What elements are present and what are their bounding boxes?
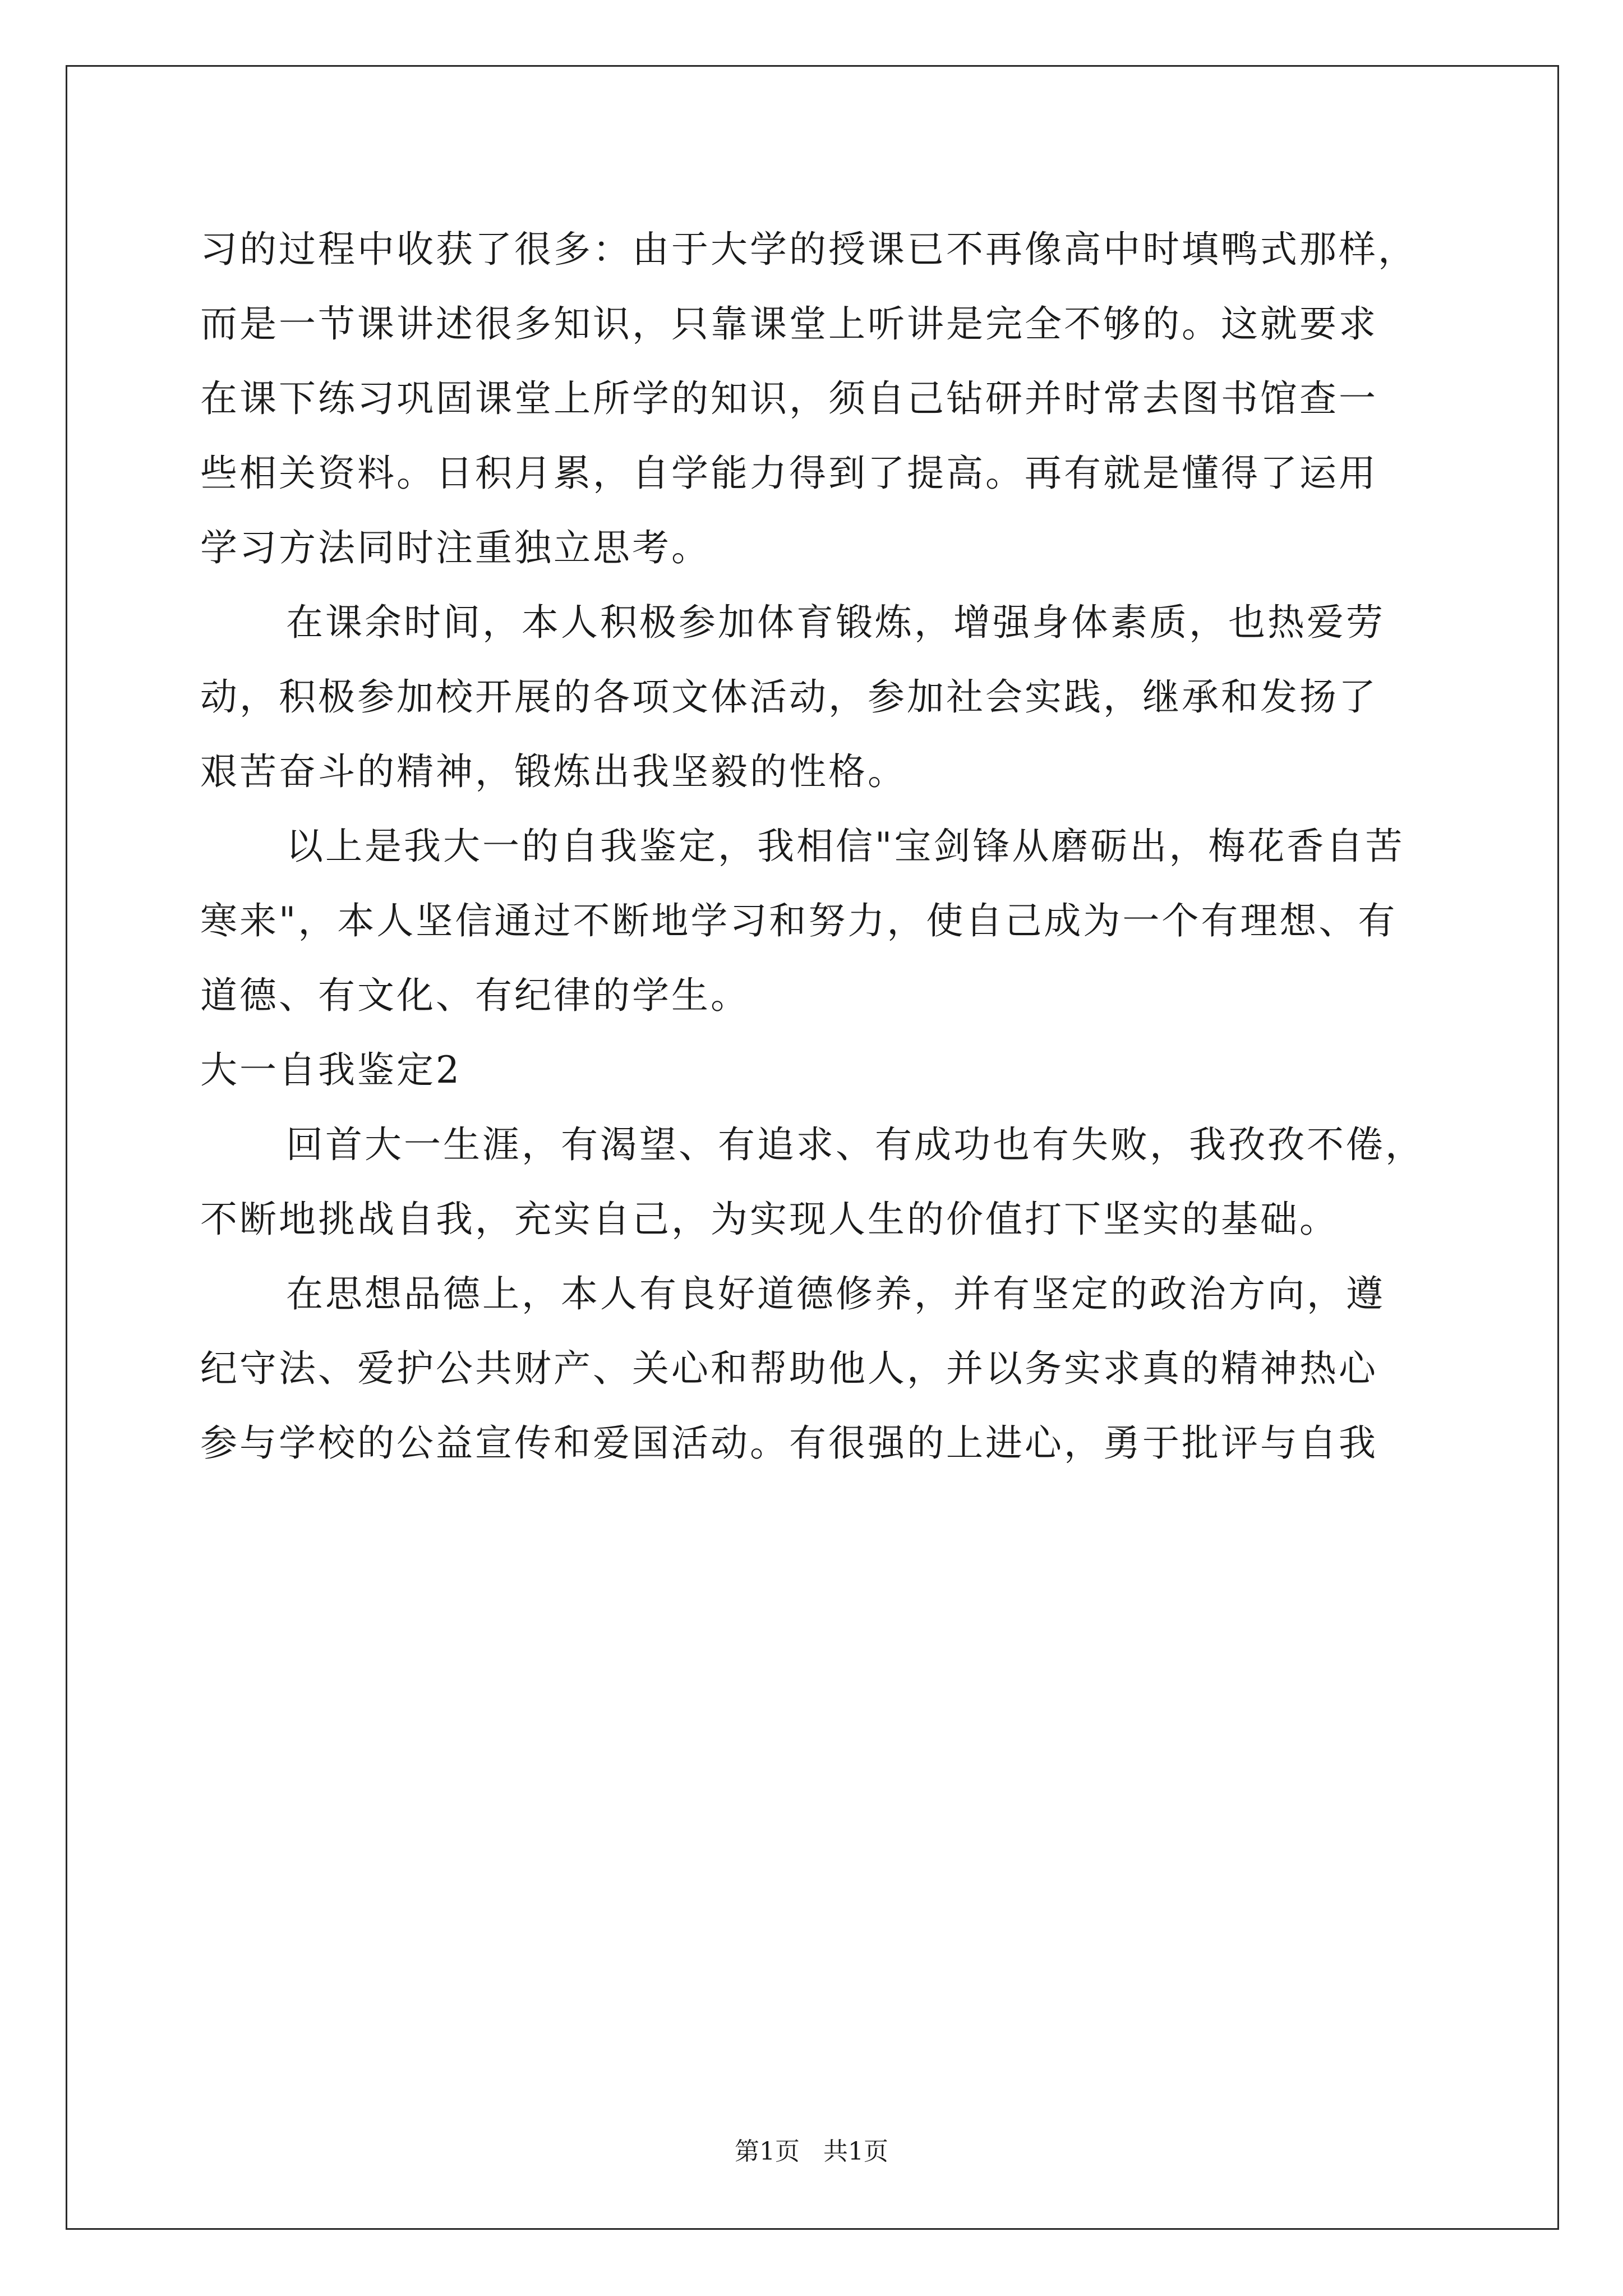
paragraph-line: 而是一节课讲述很多知识，只靠课堂上听讲是完全不够的。这就要求 [200, 302, 1378, 346]
section-heading: 大一自我鉴定2 [200, 1048, 462, 1092]
paragraph-line: 在思想品德上，本人有良好道德修养，并有坚定的政治方向，遵 [286, 1272, 1385, 1315]
paragraph-line: 些相关资料。日积月累，自学能力得到了提高。再有就是懂得了运用 [200, 452, 1378, 495]
paragraph-line: 不断地挑战自我，充实自己，为实现人生的价值打下坚实的基础。 [200, 1198, 1339, 1241]
paragraph-line: 纪守法、爱护公共财产、关心和帮助他人，并以务实求真的精神热心 [200, 1347, 1378, 1390]
paragraph-line: 艰苦奋斗的精神，锻炼出我坚毅的性格。 [200, 750, 907, 793]
paragraph-line: 寒来"，本人坚信通过不断地学习和努力，使自己成为一个有理想、有 [200, 899, 1398, 942]
paragraph-line: 在课余时间，本人积极参加体育锻炼，增强身体素质，也热爱劳 [286, 601, 1385, 644]
paragraph-line: 回首大一生涯，有渴望、有追求、有成功也有失败，我孜孜不倦， [286, 1123, 1424, 1166]
paragraph-line: 道德、有文化、有纪律的学生。 [200, 974, 750, 1017]
paragraph-line: 动，积极参加校开展的各项文体活动，参加社会实践，继承和发扬了 [200, 675, 1378, 719]
paragraph-line: 以上是我大一的自我鉴定，我相信"宝剑锋从磨砺出，梅花香自苦 [286, 825, 1405, 868]
paragraph-line: 在课下练习巩固课堂上所学的知识，须自己钻研并时常去图书馆查一 [200, 377, 1378, 420]
paragraph-line: 学习方法同时注重独立思考。 [200, 526, 711, 569]
page-footer: 第1页 共1页 [735, 2137, 888, 2166]
paragraph-line: 习的过程中收获了很多：由于大学的授课已不再像高中时填鸭式那样， [200, 228, 1417, 271]
paragraph-line: 参与学校的公益宣传和爱国活动。有很强的上进心，勇于批评与自我 [200, 1421, 1378, 1465]
